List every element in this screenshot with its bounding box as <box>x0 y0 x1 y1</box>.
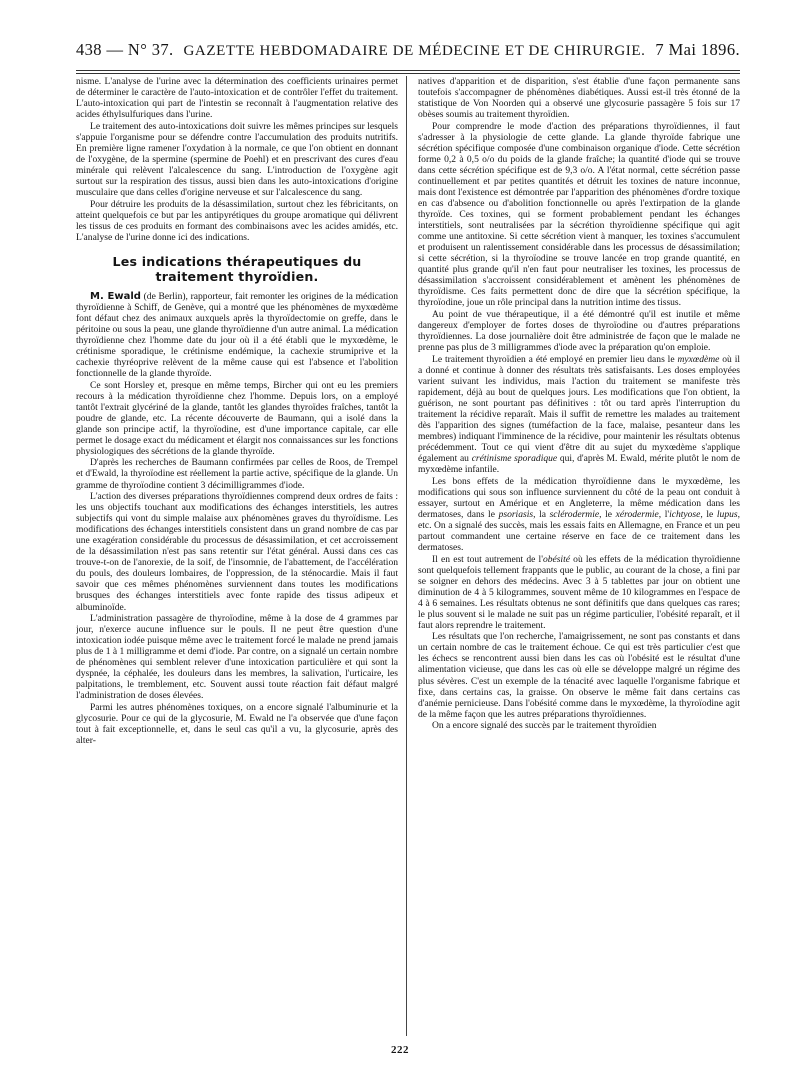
paragraph: Au point de vue thérapeutique, il a été démontré qu'il est inutile et même dangereux d'employer de fortes doses de thyroïodine ou d'autres préparations thyroïdiennes. La dose journalière doit être administrée de façon que le malade ne prenne pas plus de 3 milligrammes d'iode avec la préparation qu'on emploie. <box>418 308 740 354</box>
paragraph: nisme. L'analyse de l'urine avec la détermination des coefficients urinaires permet de déterminer le caractère de l'auto-intoxication et de contrôler l'effet du traitement. L'auto-intoxication qui part de l'intestin se reconnaît à l'augmentation relative des acides éthylsulfuriques dans l'urine. <box>76 76 398 121</box>
italic-term: lupus <box>716 508 738 520</box>
right-column <box>418 76 740 1034</box>
italic-term: psoriasis <box>498 508 534 520</box>
italic-term: crétinisme sporadique <box>471 453 558 465</box>
paragraph: Ce sont Horsley et, presque en même temps, Bircher qui ont eu les premiers recours à la médication thyroïdienne chez l'homme. Depuis lors, on a employé tantôt l'extrait glycériné de la glande, tantôt les glandes thyroïdes fraîches, tantôt la poudre de glande, etc. La récente découverte de Baumann, qui a isolé dans la glande son principe actif, la thyroïodine, est d'une importance capitale, car elle permet le dosage exact du médicament et élargit nos connaissances sur les fonctions physiologiques des sécrétions de la glande thyroïde. <box>76 379 398 457</box>
italic-term: sclérodermie <box>549 508 600 520</box>
paragraph-text: (de Berlin), rapporteur, fait remonter les origines de la médication thyroïdienne à Schiff, de Genève, qui a montré que les phénomènes de myxœdème font défaut chez des animaux auxquels après la thyroïdectomie on greffe, dans le péritoine ou sous la peau, une glande thyroïdienne d'un autre animal. La médication thyroïdienne chez l'homme date du jour où il a été établi que le myxœdème, le crétinisme sporadique, le crétinisme endémique, la cachexie strumiprive et la cachexie thyréoprive relèvent de la même cause qui est l'absence et l'abolition fonctionnelle de la glande thyroïde. <box>76 290 398 380</box>
running-header <box>76 40 740 68</box>
text-run: , le <box>700 508 717 520</box>
text-run: , le <box>599 508 616 520</box>
paragraph: Les résultats que l'on recherche, l'amaigrissement, ne sont pas constants et dans un certain nombre de cas le traitement échoue. Ce qui est très particulier c'est que les échecs se rencontrent aussi bien dans les cas où l'obésité est le résultat d'une alimentation vicieuse, que dans les cas où elle se développe malgré un régime des plus sévères. C'est un exemple de la ténacité avec laquelle l'organisme fabrique et fixe, dans certains cas, la graisse. On observe le même fait dans certains cas d'anémie pernicieuse. Dans l'obésité comme dans le myxœdème, la thyroïodine agit de la même façon que les autres préparations thyroïdiennes. <box>418 631 740 720</box>
paragraph-myxoedeme <box>418 354 740 476</box>
journal-title: GAZETTE HEBDOMADAIRE DE MÉDECINE ET DE CHIRURGIE. <box>183 43 646 59</box>
text-run: Il en est tout autrement de l' <box>432 553 543 565</box>
paragraph-obesite <box>418 554 740 631</box>
italic-term: myxœdème <box>677 353 720 365</box>
text-run: , etc. On a signalé des succès, mais les essais faits en Allemagne, en France et un peu partout commandent une certaine réserve en face de ce traitement dans les dermatoses. <box>418 508 740 553</box>
text-run: , l' <box>658 508 670 520</box>
text-run: Les bons effets de la médication thyroïdienne dans le myxœdème, les modifications qui sous son influence surviennent du côté de la peau ont conduit à essayer, surtout en Amérique et en Angleterre, la même médication dans les dermatoses, dans le <box>418 475 740 520</box>
italic-term: ichtyose <box>669 508 701 520</box>
paragraph: Le traitement des auto-intoxications doit suivre les mêmes principes sur lesquels s'appuie l'organisme pour se défendre contre l'accumulation des produits nutritifs. En première ligne ramener l'oxydation à la normale, ce que l'on obtient en donnant de l'oxygène, de la spermine (spermine de Poehl) et en prescrivant des cures d'eau minérale qui relèvent l'alcalescence du sang. L'introduction de l'oxygène agit surtout sur la respiration des tissus, aussi bien dans les auto-intoxications d'origine musculaire que dans celles d'origine nerveuse et sur l'alcalescence du sang. <box>76 120 398 198</box>
paragraph: D'après les recherches de Baumann confirmées par celles de Roos, de Trempel et d'Ewald, la thyroïodine est réellement la partie active, spécifique de la glande. Un gramme de thyroïodine contient 3 décimilligrammes d'iode. <box>76 457 398 491</box>
text-run: Le traitement thyroïdien a été employé en premier lieu dans le <box>432 353 678 365</box>
paragraph: Pour détruire les produits de la désassimilation, surtout chez les fébricitants, on atteint quelquefois ce but par les antipyrétiques du groupe aromatique qui délivrent les tissus de ces produits en formant des combinaisons avec les acides amidés, etc. L'analyse de l'urine donne ici des indications. <box>76 198 398 243</box>
paragraph-ewald <box>76 291 398 379</box>
text-run: , la <box>533 508 550 520</box>
paragraph: On a encore signalé des succès par le traitement thyroïdien <box>432 720 657 732</box>
paragraph-dermatoses <box>418 476 740 553</box>
column-divider <box>406 76 407 1036</box>
italic-term: xérodermie <box>615 508 659 520</box>
page-number: 438 — N° 37. <box>76 40 174 59</box>
paragraph: L'action des diverses préparations thyroïdiennes comprend deux ordres de faits : les uns objectifs touchant aux modifications des échanges interstitiels, les autres subjectifs qui vont du simple malaise aux phénomènes graves du thyroïdisme. Les modifications des échanges interstitiels consistent dans un grand nombre de cas par une exagération considérable du processus de désassimilation, et cet accroissement de la désassimilation n'est pas sans retentir sur l'état général. Aussi dans ces cas trouve-t-on de l'anorexie, de la soif, de l'insomnie, de l'abattement, de l'accélération du pouls, des douleurs lombaires, de l'oppression, de la sténocardie. Mais il faut savoir que ces mêmes phénomènes surviennent dans toutes les modifications brusques des échanges interstitiels avec fonte rapide des tissus adipeux et albuminoïde. <box>76 491 398 613</box>
paragraph: L'administration passagère de thyroïodine, même à la dose de 4 grammes par jour, n'exerce aucune influence sur le pouls. Il ne peut être question d'une intoxication iodée puisque même avec le traitement forcé le malade ne prend jamais plus de 1 à 1 milligramme et demi d'iode. Par contre, on a signalé un certain nombre de phénomènes qui semblent relever d'une intoxication particulière et qui sont la dyspnée, la céphalée, les douleurs dans les membres, la salivation, l'urticaire, les palpitations, le tremblement, etc. Souvent aussi toute réaction fait défaut malgré l'administration de doses élevées. <box>76 613 398 702</box>
text-run: qui, d'après M. Ewald, mérite plutôt le nom de myxœdème infantile. <box>418 453 740 476</box>
speaker-name: M. Ewald <box>90 290 141 302</box>
paragraph: Parmi les autres phénomènes toxiques, on a encore signalé l'albuminurie et la glycosurie. Pour ce qui de la glycosurie, M. Ewald ne l'a observée que d'une façon tout à fait exceptionnelle, et, dans le seul cas qu'il a vu, la glycosurie, après des alter- <box>76 701 398 747</box>
paragraph: Pour comprendre le mode d'action des préparations thyroïdiennes, il faut s'adresser à la physiologie de cette glande. La glande thyroïde fabrique une sécrétion spécifique composée d'une combinaison organique d'iode. Cette sécrétion forme 0,2 à 0,5 o/o du poids de la glande fraîche; la quantité d'iode qui se trouve dans cette sécrétion spécifique est de 9,3 o/o. A l'état normal, cette sécrétion passe continuellement et par petites quantités et détruit les toxines de nature inconnue, mais dont l'existence est démontrée par l'apparition des phénomènes d'ordre toxique en cas d'absence ou d'abolition fonctionnelle ou après l'extirpation de la glande thyroïde. Ces toxines, qui se forment probablement pendant les échanges interstitiels, sont neutralisées par la sécrétion thyroïdienne spécifique qui agit comme une antitoxine. Si cette sécrétion vient à manquer, les toxines s'accumulent et produisent un ralentissement considérable dans les processus de désassimilation; si cette sécrétion, si la thyroïodine se trouve lancée en trop grande quantité, en quantité plus grande qu'il n'en faut pour neutraliser les toxines, les processus de désassimilation s'accroissent considérablement et amènent les phénomènes de thyroïdisme. Ces faits permettent donc de dire que la sécrétion spécifique, la thyroïodine, joue un rôle principal dans la nutrition intime des tissus. <box>418 120 740 309</box>
text-run: où il a donné et continue à donner des résultats très satisfaisants. Les doses employées varient suivant les individus, mais l'action du traitement se manifeste très rapidement, déjà au bout de quelques jours. Les modifications que l'on obtient, la guérison, ne sont pourtant pas définitives : tôt ou tard après l'interruption du traitement la récidive reparaît. Mais il suffit de remettre les malades au traitement dès l'apparition des signes (tuméfaction de la face, malaise, pesanteur dans les membres) indiquant l'imminence de la récidive, pour maintenir les résultats obtenus précédemment. Tout ce qui vient d'être dit au sujet du myxœdème s'applique également au <box>418 353 740 465</box>
italic-term: obésité <box>542 553 570 565</box>
page-folio: 222 <box>391 1044 409 1056</box>
header-rule <box>76 70 740 71</box>
section-title: Les indications thérapeutiques du traitement thyroïdien. <box>112 253 362 284</box>
text-run: où les effets de la médication thyroïdienne sont quelquefois tellement frappants que le public, au courant de la chose, a fini par se soigner en dehors des médecins. Avec 3 à 5 tablettes par jour on obtient une diminution de 4 à 5 kilogrammes, souvent même de 10 kilogrammes en l'espace de 4 à 6 semaines. Les résultats obtenus ne sont définitifs que dans quelques cas rares; le plus souvent si le malade ne suit pas un régime particulier, l'obésité reparaît, et il faut alors reprendre le traitement. <box>418 553 740 631</box>
issue-date: 7 Mai 1896. <box>655 40 740 59</box>
left-column <box>76 76 398 1034</box>
header-rule-double <box>76 73 740 74</box>
paragraph: natives d'apparition et de disparition, s'est établie d'une façon permanente sans toutefois s'accompagner de phénomènes diabétiques. Aussi est-il très étonné de la statistique de Von Noorden qui a observé une glycosurie passagère 5 fois sur 17 obèses soumis au traitement thyroïdien. <box>418 76 740 121</box>
